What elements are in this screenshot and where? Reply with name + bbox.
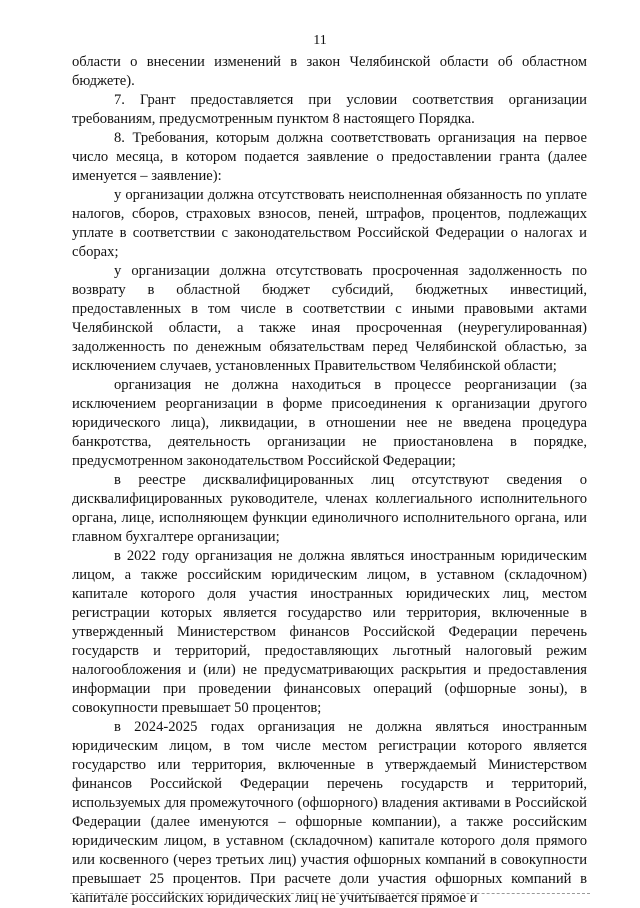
paragraph-budget-law-continuation: области о внесении изменений в закон Челябинской области об областном бюджете). — [72, 54, 587, 89]
paragraph-2022-offshore: в 2022 году организация не должна являться иностранным юридическим лицом, а также российским юридическим лицом, в уставном (складочном) капитале которого доля участия иностранных юридических лиц, местом регистрации которых является государство или территория, включенные в утвержденный Министерством финансов Российской Федерации перечень государств и территорий, предоставляющих льготный налоговый режим налогообложения и (или) не предусматривающих раскрытия и предоставления информации при проведении финансовых операций (офшорные зоны), в совокупности превышает 50 процентов; — [72, 548, 587, 716]
paragraph-no-reorganization: организация не должна находиться в процессе реорганизации (за исключением реорганизации в форме присоединения к организации другого юридического лица), ликвидации, в отношении нее не введена процедура банкротства, деятельность организации не приостановлена в порядке, предусмотренном законодательством Российской Федерации; — [72, 377, 587, 469]
paragraph-2024-2025-offshore: в 2024-2025 годах организация не должна являться иностранным юридическим лицом, в том числе местом регистрации которого является государство или территория, включенные в утверждаемый Министерством финансов Российской Федерации перечень государств и территорий, используемых для промежуточного (офшорного) владения активами в Российской Федерации (далее именуются – офшорные компании), а также российским юридическим лицом, в уставном (складочном) капитале которого доля прямого или косвенного (через третьих лиц) участия офшорных компаний в совокупности превышает 25 процентов. При расчете доли участия офшорных компаний в капитале российских юридических лиц не учитывается прямое и — [72, 719, 587, 906]
paragraph-no-tax-debt: у организации должна отсутствовать неисполненная обязанность по уплате налогов, сборов, страховых взносов, пеней, штрафов, процентов, подлежащих уплате в соответствии с законодательством Российской Федерации о налогах и сборах; — [72, 187, 587, 260]
paragraph-disqualified-persons: в реестре дисквалифицированных лиц отсутствуют сведения о дисквалифицированных руководителе, членах коллегиального исполнительного органа, лице, исполняющем функции единоличного исполнительного органа, или главном бухгалтере организации; — [72, 472, 587, 545]
paragraph-clause-7: 7. Грант предоставляется при условии соответствия организации требованиям, предусмотренным пунктом 8 настоящего Порядка. — [72, 92, 587, 127]
page-bottom-divider — [70, 893, 590, 894]
paragraph-no-overdue-debt: у организации должна отсутствовать просроченная задолженность по возврату в областной бюджет субсидий, бюджетных инвестиций, предоставленных в том числе в соответствии с иными правовыми актами Челябинской области, а также иная просроченная (неурегулированная) задолженность по денежным обязательствам перед Челябинской областью, за исключением случаев, установленных Правительством Челябинской области; — [72, 263, 587, 374]
paragraph-clause-8: 8. Требования, которым должна соответствовать организация на первое число месяца, в котором подается заявление о предоставлении гранта (далее именуется – заявление): — [72, 130, 587, 184]
page-number: 11 — [313, 33, 327, 48]
document-body — [72, 53, 587, 908]
